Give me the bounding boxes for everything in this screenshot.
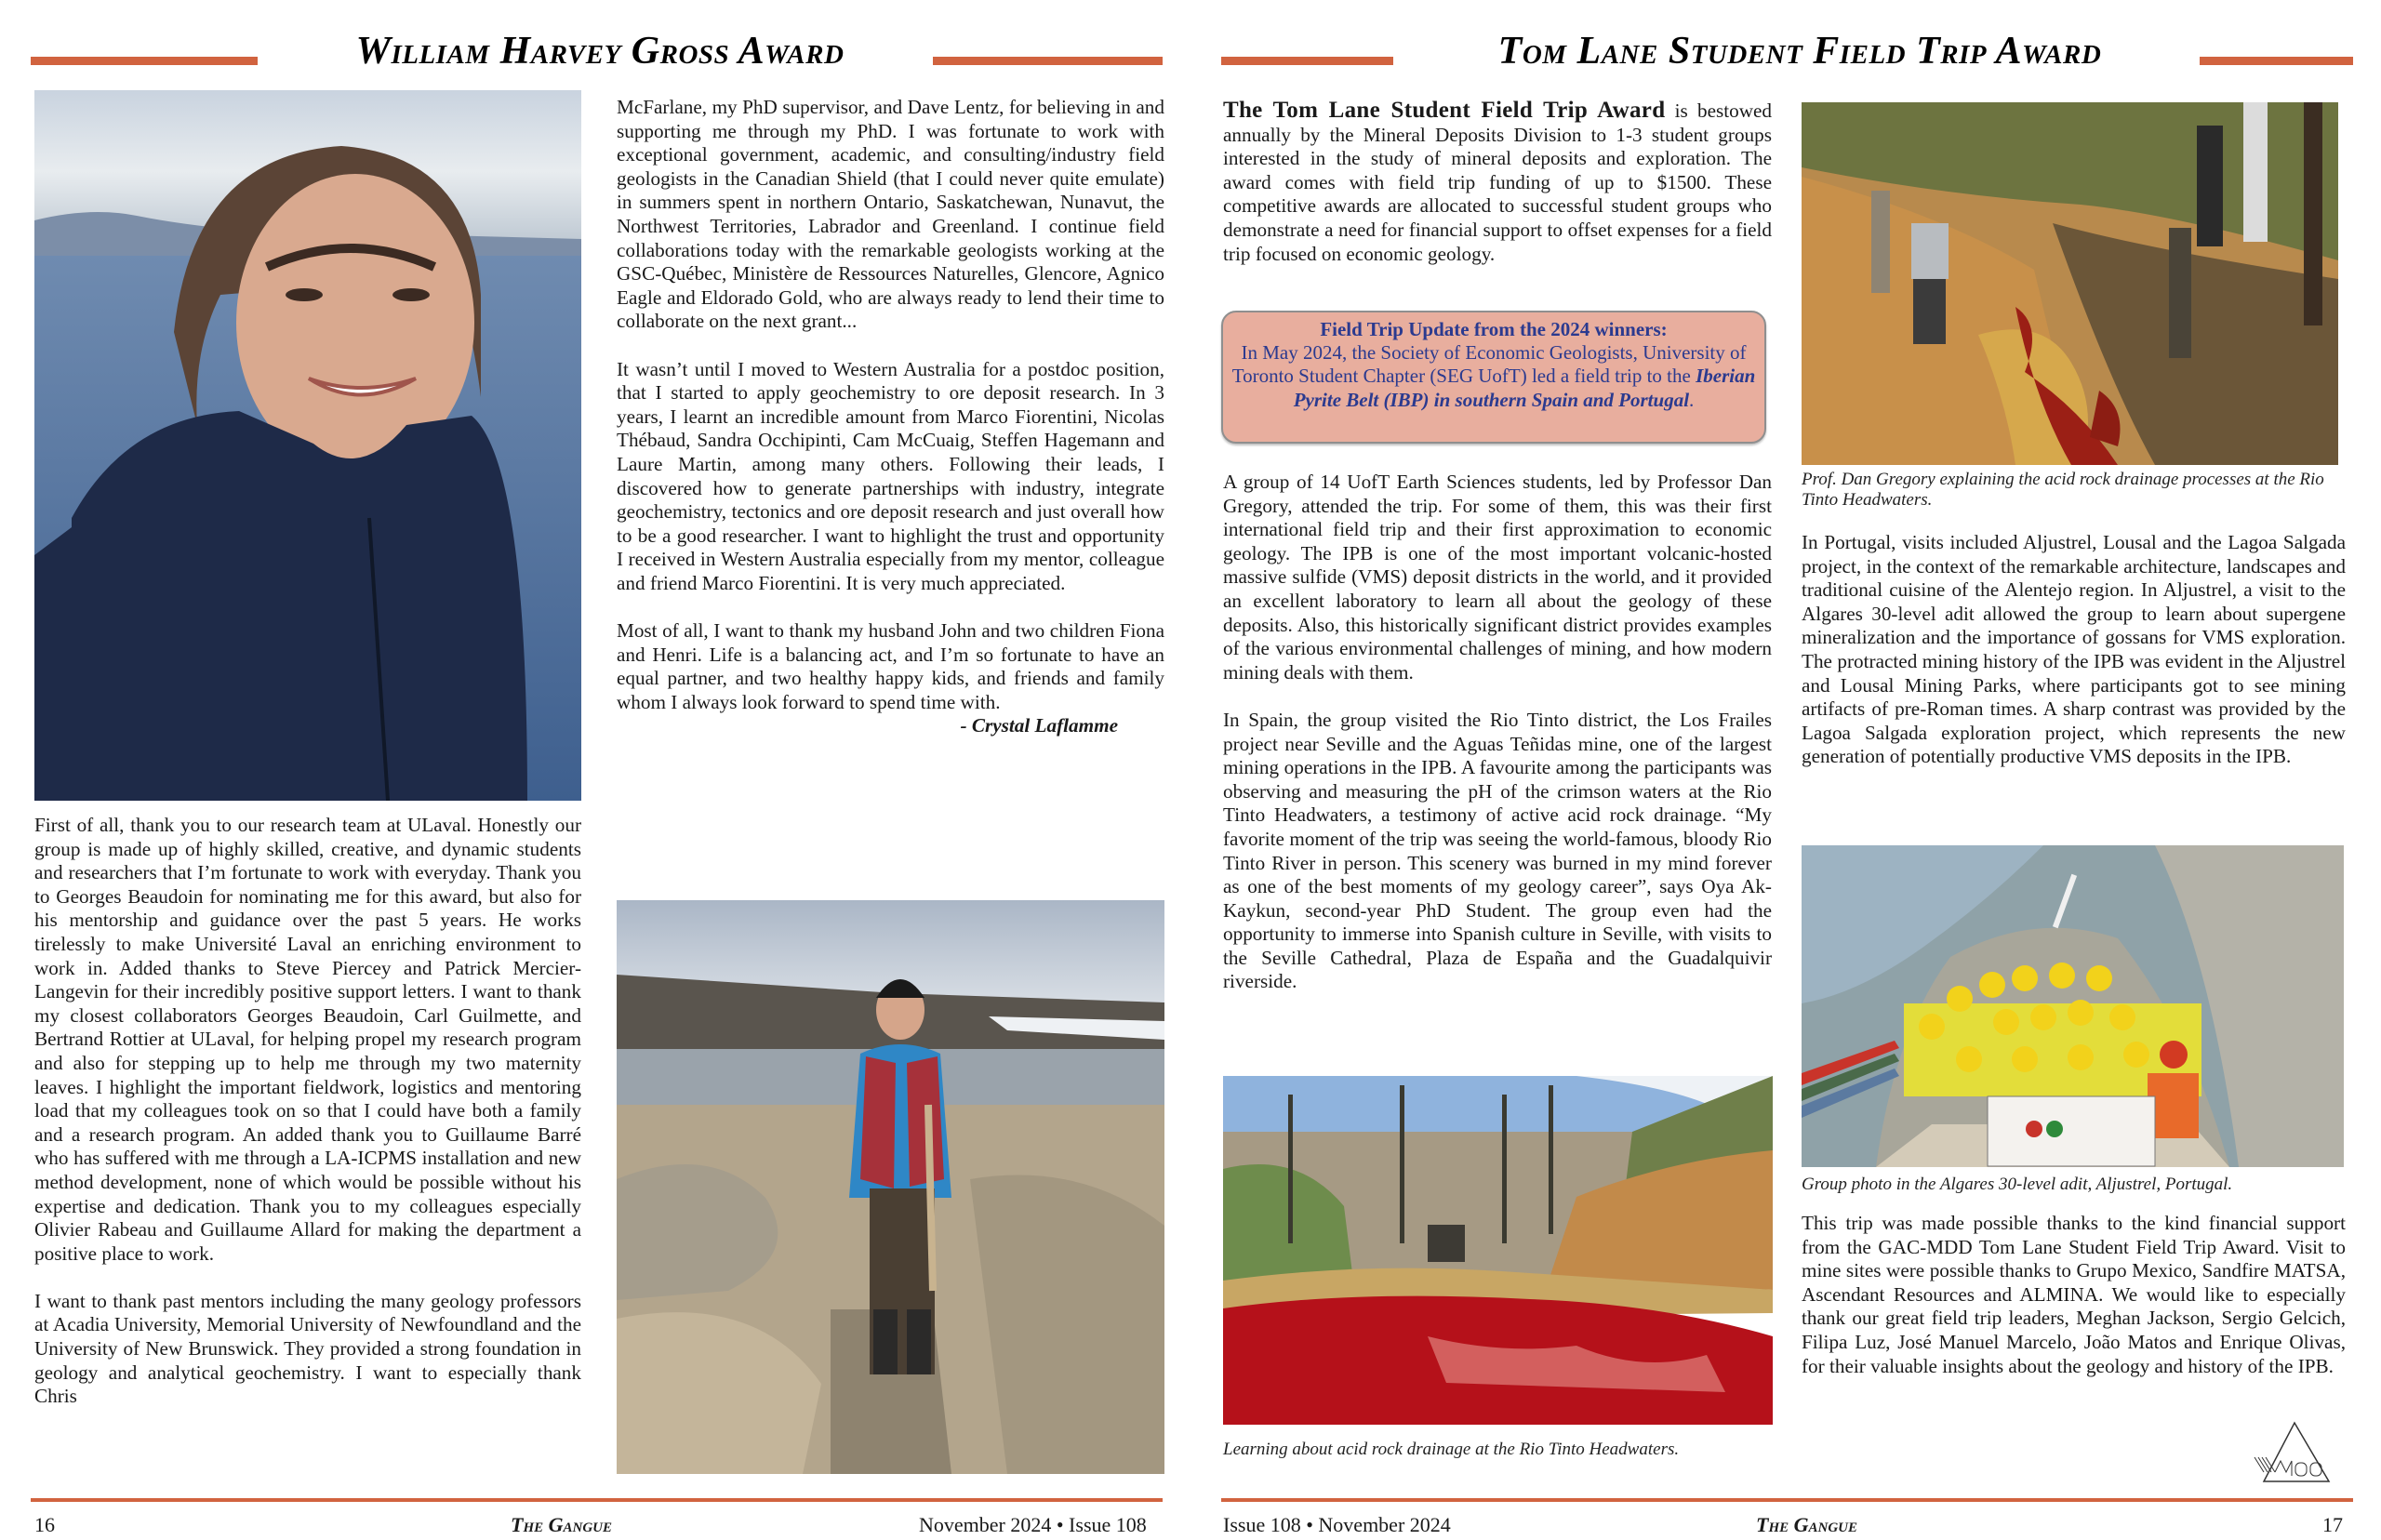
intro-text: is bestowed annually by the Mineral Deposits Division to 1-3 student groups interested in the study of mineral deposits and exploration. The award comes with field trip funding of up to $1500. These competitive awards are allocated to successful student groups who demonstrate a need for financial support to offset expenses for a field trip focused on economic geology. <box>1223 100 1773 265</box>
page-number: 17 <box>2322 1513 2343 1536</box>
paragraph: I want to thank past mentors including the many geology professors at Acadia University, Memorial University of Newfoundland and the University of New Brunswick. They provided a strong foundation in geology and analytical geochemistry. I want to especially thank Chris <box>34 1289 581 1408</box>
rio-tinto-photo <box>1223 1076 1773 1425</box>
right-column-1-text <box>1223 471 1772 994</box>
rio-tinto-photo-caption: Learning about acid rock drainage at the Rio Tinto Headwaters. <box>1223 1440 1680 1459</box>
paragraph: This trip was made possible thanks to the kind financial support from the GAC-MDD Tom Lane Student Field Trip Award. Visit to mine sites were possible thanks to Grupo Mexico, Sandfire MATSA, Ascendant Resources and ALMINA. We would like to especially thank our great field trip leaders, Meghan Jackson, Sergio Gelcich, Filipa Luz, José Manuel Marcelo, João Matos and Enrique Olivas, for their valuable insights about the geology and history of the IPB. <box>1802 1212 2346 1377</box>
header-rule-right <box>1221 57 1393 65</box>
callout-body <box>1223 341 1764 412</box>
page-title-left: William Harvey Gross Award <box>355 30 845 73</box>
left-column-1-text <box>34 814 581 1409</box>
group-photo <box>1802 845 2344 1167</box>
paragraph: First of all, thank you to our research team at ULaval. Honestly our group is made up of highly skilled, creative, and dynamic students and researchers that I’m fortunate to work with everyday. Thank you to Georges Beaudoin for nominating me for this award, but also for his mentorship and guidance over the past 5 years. He works tirelessly to make Université Laval an enriching environment to work in. Added thanks to Steve Piercey and Patrick Mercier-Langevin for their incredibly positive support letters. I want to thank my closest collaborators Georges Beaudoin, Carl Guilmette, and Bertrand Rottier at ULaval, for helping propel my research program and also for stepping up to help me through my two maternity leaves. I highlight the important fieldwork, logistics and mentoring load that my colleagues took on so that I could have both a family and a research program. An added thank you to Guillaume Barré who has suffered with me through a LA-ICPMS installation and new method development, none of which would be possible without his expertise and dedication. Thank you to my colleagues especially Olivier Rabeau and Guillaume Allard for making the department a positive place to work. <box>34 814 581 1265</box>
footer-rule-left <box>31 1498 1163 1502</box>
acid-drainage-photo <box>1802 102 2338 465</box>
publication-name: The Gangue <box>511 1513 613 1536</box>
callout-text: In May 2024, the Society of Economic Geologists, University of Toronto Student Chapter (SEG UofT) led a field trip to the <box>1231 341 1747 388</box>
field-photo <box>617 900 1164 1474</box>
paragraph: A group of 14 UofT Earth Sciences students, led by Professor Dan Gregory, attended the trip. For some of them, this was their first international field trip and their first approximation to economic geology. The IPB is one of the most important volcanic-hosted massive sulfide (VMS) deposit districts in the world, and it provided an excellent laboratory to learn all about the geology of these deposits. Also, this historically significant district provides examples of the various environmental challenges of mining, and how modern mining deals with them. <box>1223 471 1772 684</box>
paragraph: In Portugal, visits included Aljustrel, Lousal and the Lagoa Salgada project, in the context of the remarkable architecture, landscapes and traditional cuisine of the Alentejo region. In Aljustrel, a visit to the Algares 30-level adit allowed the group to learn about supergene mineralization and the importance of gossans for VMS exploration. The protracted mining history of the IPB was evident in the Aljustrel and Lousal Mining Parks, where participants got to see mining artifacts of pre-Roman times. A sharp contrast was provided by the Lagoa Salgada exploration project, which represents the new generation of potentially productive VMS deposits in the IPB. <box>1802 531 2346 768</box>
publication-name: The Gangue <box>1756 1513 1858 1536</box>
page-title-right: Tom Lane Student Field Trip Award <box>1497 30 2102 73</box>
award-name: The Tom Lane Student Field Trip Award <box>1223 98 1666 123</box>
mdd-logo <box>2251 1420 2339 1485</box>
left-column-2-text <box>617 96 1164 763</box>
right-column-1-intro <box>1223 99 1772 266</box>
right-column-2-text-1 <box>1802 531 2346 769</box>
acid-drainage-photo-caption: Prof. Dan Gregory explaining the acid rock drainage processes at the Rio Tinto Headwaters. <box>1802 470 2324 510</box>
signature: - Crystal Laflamme <box>960 714 1118 737</box>
group-photo-caption: Group photo in the Algares 30-level adit, Aljustrel, Portugal. <box>1802 1175 2233 1194</box>
portrait-photo <box>34 90 581 801</box>
paragraph: Most of all, I want to thank my husband John and two children Fiona and Henri. Life is a balancing act, and I’m so fortunate to have an equal partner, and two healthy happy kids, and friends and family whom I always look forward to spend time with. <box>617 619 1164 713</box>
right-column-2-text-2 <box>1802 1212 2346 1378</box>
footer-rule-right <box>1221 1498 2353 1502</box>
paragraph: It wasn’t until I moved to Western Australia for a postdoc position, that I started to apply geochemistry to ore deposit research. In 3 years, I learnt an incredible amount from Marco Fiorentini, Nicolas Thébaud, Sandra Occhipinti, Cam McCuaig, Steffen Hagemann and Laure Martin, among many others. Following their leads, I discovered how to generate partnerships with industry, integrate geochemistry, tectonics and ore deposit research and just overall how to be a good researcher. I want to highlight the trust and opportunity I received in Western Australia especially from my mentor, colleague and friend Marco Fiorentini. It is very much appreciated. <box>617 357 1164 594</box>
header-rule-left <box>31 57 258 65</box>
header-rule-left-2 <box>933 57 1163 65</box>
callout-end: . <box>1689 388 1695 411</box>
callout-heading: Field Trip Update from the 2024 winners: <box>1320 318 1668 340</box>
field-trip-update-callout <box>1221 311 1766 444</box>
callout-emphasis: Iberian Pyrite Belt (IBP) in southern Spain and Portugal <box>1293 365 1756 411</box>
issue-date: Issue 108 • November 2024 <box>1223 1513 1451 1536</box>
page-number: 16 <box>34 1513 55 1536</box>
issue-date: November 2024 • Issue 108 <box>919 1513 1147 1536</box>
paragraph: McFarlane, my PhD supervisor, and Dave Lentz, for believing in and supporting me through my PhD. I was fortunate to work with exceptional government, academic, and consulting/industry field geologists in the Canadian Shield (that I could never quite emulate) in summers spent in northern Ontario, Saskatchewan, Nunavut, the Northwest Territories, Labrador and Greenland. I continue field collaborations today with the remarkable geologists working at the GSC-Québec, Ministère de Ressources Naturelles, Glencore, Agnico Eagle and Eldorado Gold, who are always ready to lend their time to collaborate on the next grant... <box>617 96 1164 333</box>
header-rule-right-2 <box>2200 57 2353 65</box>
paragraph: In Spain, the group visited the Rio Tinto district, the Los Frailes project near Seville and the Aguas Teñidas mine, one of the largest mining operations in the IPB. A favourite among the participants was observing and measuring the pH of the crimson waters at the Rio Tinto Headwaters, a testimony of active acid rock drainage. “My favorite moment of the trip was seeing the world-famous, bloody Rio Tinto River in person. This scenery was burned in my mind forever as one of the best moments of my geology career”, says Oya Ak-Kaykun, second-year PhD Student. The group even had the opportunity to immerse into Spanish culture in Seville, with visits to the Seville Cathedral, Plaza de España and the Guadalquivir riverside. <box>1223 708 1772 993</box>
